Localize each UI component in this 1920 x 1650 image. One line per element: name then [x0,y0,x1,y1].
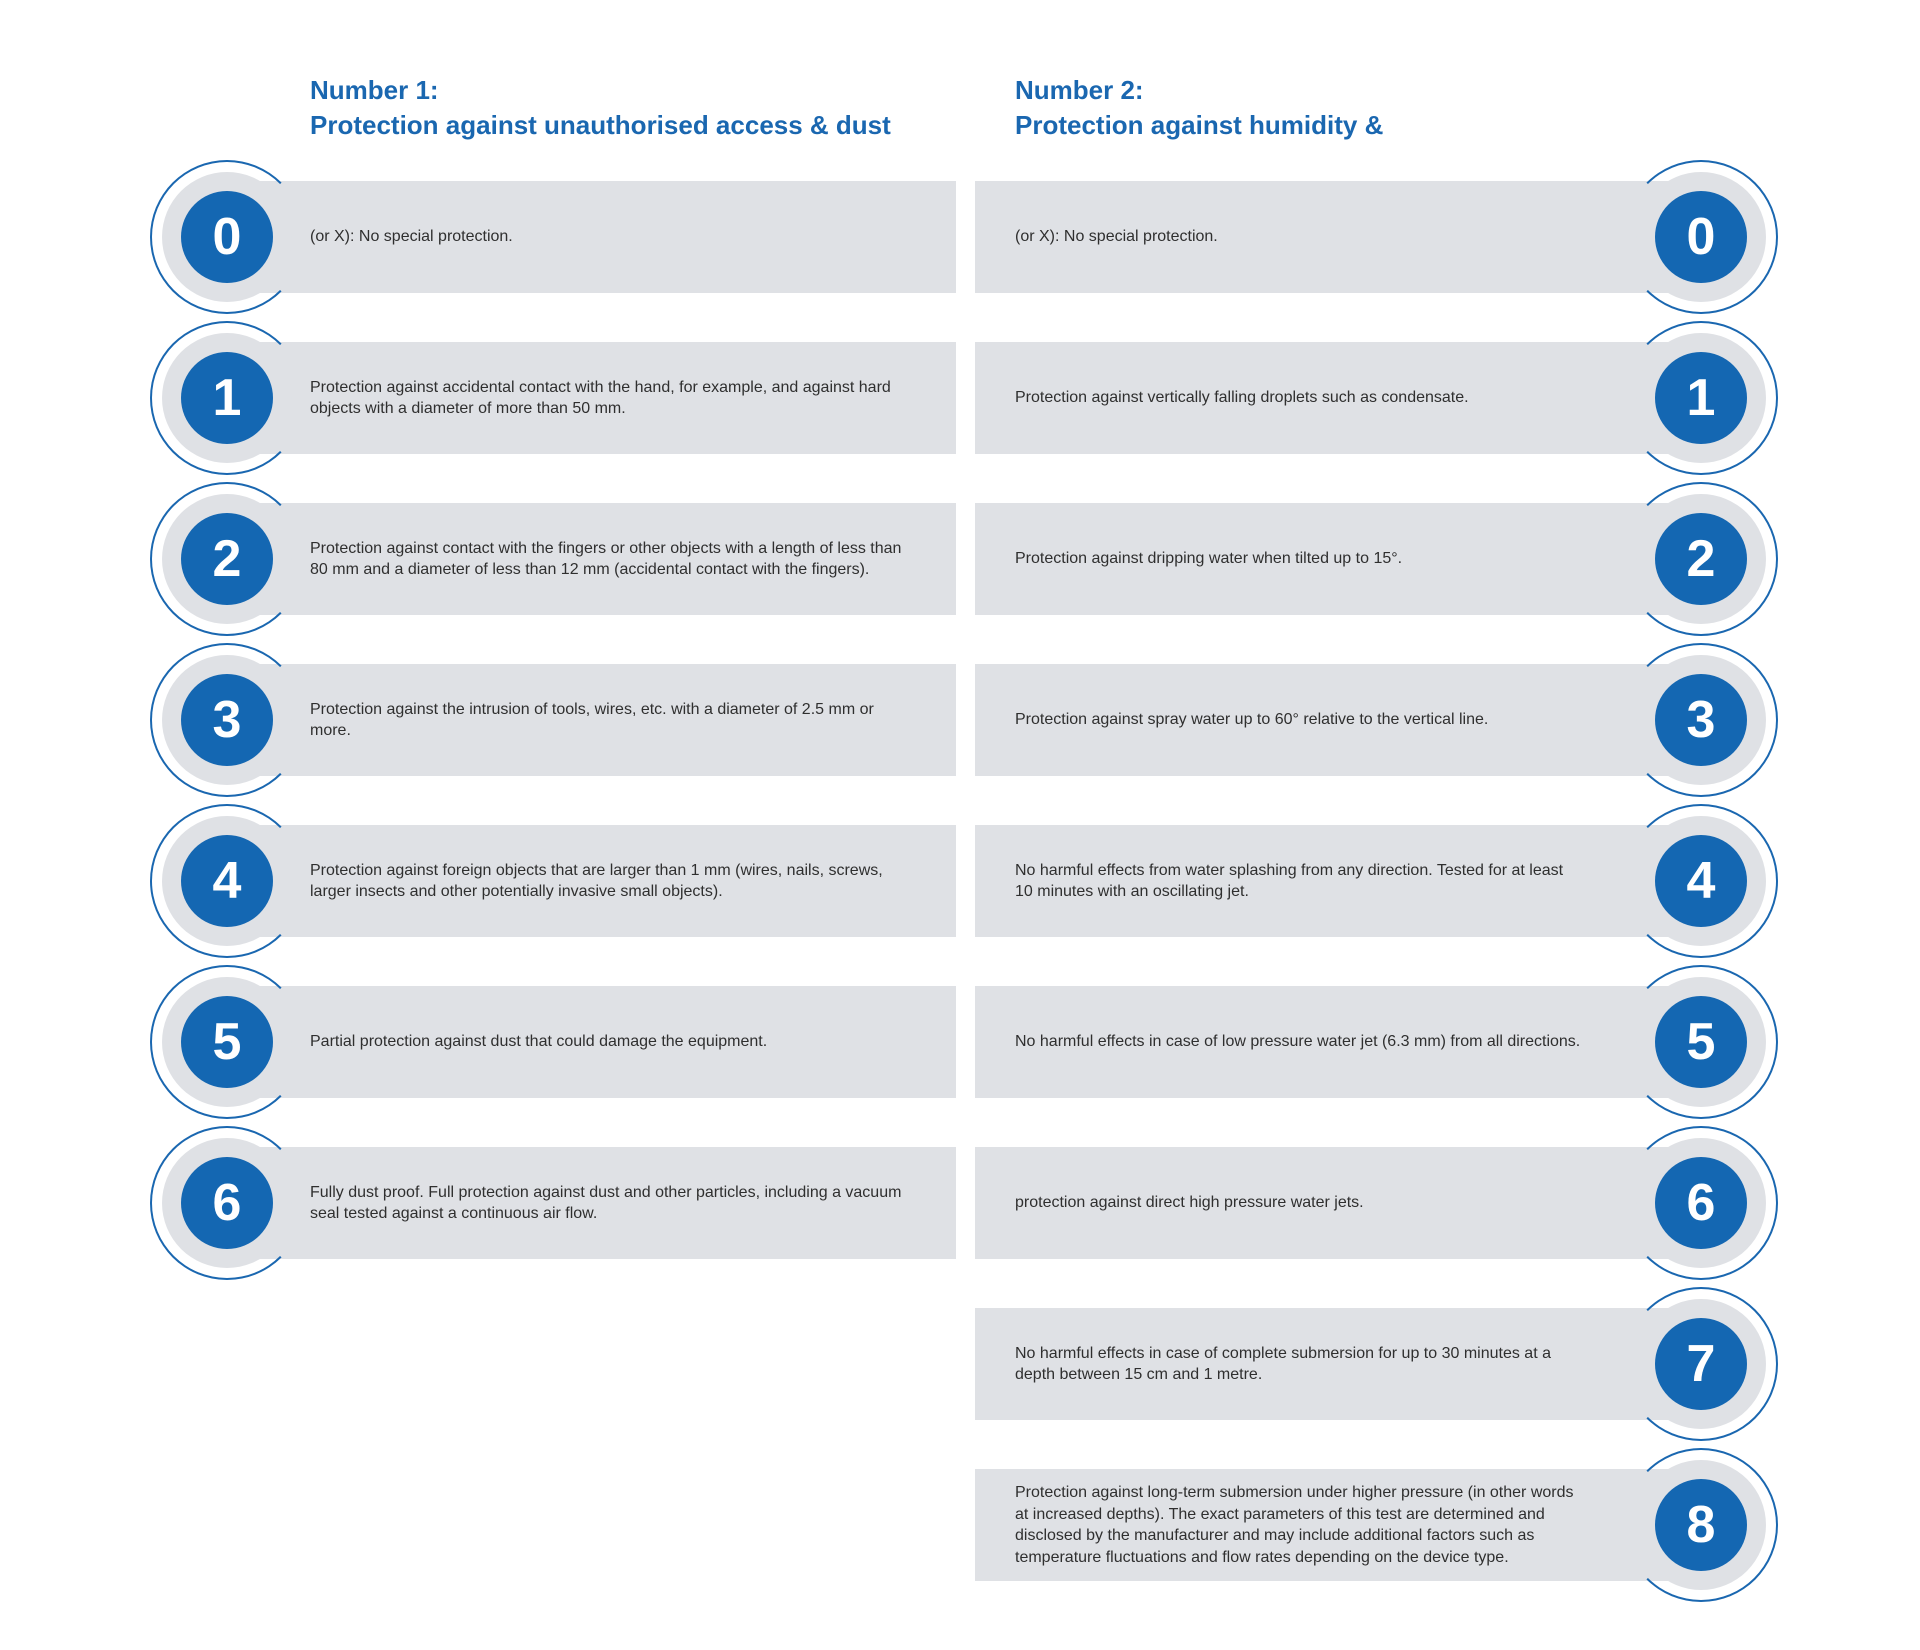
badge-number: 8 [1655,1479,1747,1571]
right-item-box [975,986,1700,1098]
badge-number: 2 [1655,513,1747,605]
badge-number: 4 [1655,835,1747,927]
right-item-box [975,825,1700,937]
right-item-text: protection against direct high pressure water jets. [1015,1194,1364,1212]
badge-number: 5 [181,996,273,1088]
number-badge [1624,1287,1778,1441]
badge-number: 1 [181,352,273,444]
right-item-text: Protection against vertically falling droplets such as condensate. [1015,389,1469,407]
left-item-text: Protection against contact with the fingers or other objects with a length of less than 80 mm and a diameter of less than 12 mm (accidental contact with the fingers). [310,539,902,578]
right-item-text: Protection against spray water up to 60° relative to the vertical line. [1015,711,1489,729]
left-heading-line2: Protection against unauthorised access & dust [310,110,891,140]
badge-number: 0 [1655,191,1747,283]
number-badge [1624,160,1778,314]
left-item-text: (or X): No special protection. [310,228,513,246]
left-item-text: Partial protection against dust that could damage the equipment. [310,1033,768,1051]
right-item-box [975,1308,1700,1420]
left-heading-line1: Number 1: [310,75,439,105]
right-item-box [975,503,1700,615]
number-badge [1624,804,1778,958]
left-item-text: Protection against the intrusion of tools, wires, etc. with a diameter of 2.5 mm or more. [310,700,874,739]
right-item-text: Protection against long-term submersion under higher pressure (in other words at increased depths). The exact parameters of this test are determined and disclosed by the manufacturer and may include additional factors such as temperature fluctuations and flow rates depending on the device type. [1015,1484,1574,1566]
left-item-text: Fully dust proof. Full protection against dust and other particles, including a vacuum seal tested against a continuous air flow. [310,1183,902,1222]
right-item-box [975,664,1700,776]
right-item-text: Protection against dripping water when tilted up to 15°. [1015,550,1403,568]
number-badge [1624,482,1778,636]
right-heading-line2: Protection against humidity & [1015,110,1384,140]
left-item-text: Protection against foreign objects that are larger than 1 mm (wires, nails, screws, larger insects and other potentially invasive small objects). [310,861,883,900]
right-item-text: (or X): No special protection. [1015,228,1218,246]
number-badge [1624,643,1778,797]
number-badge [1624,1448,1778,1602]
right-heading-line1: Number 2: [1015,75,1144,105]
right-item-text: No harmful effects from water splashing from any direction. Tested for at least 10 minutes with an oscillating jet. [1015,861,1564,900]
right-item-text: No harmful effects in case of low pressure water jet (6.3 mm) from all directions. [1015,1033,1581,1051]
number-badge [1624,321,1778,475]
badge-number: 5 [1655,996,1747,1088]
right-item-box [975,342,1700,454]
badge-number: 3 [1655,674,1747,766]
badge-number: 6 [181,1157,273,1249]
badge-number: 3 [181,674,273,766]
right-item-box [975,1469,1700,1581]
badge-number: 1 [1655,352,1747,444]
badge-number: 4 [181,835,273,927]
badge-number: 7 [1655,1318,1747,1410]
right-item-box [975,181,1700,293]
badge-number: 0 [181,191,273,283]
badge-number: 6 [1655,1157,1747,1249]
number-badge [1624,965,1778,1119]
right-item-box [975,1147,1700,1259]
left-item-text: Protection against accidental contact with the hand, for example, and against hard objects with a diameter of more than 50 mm. [310,378,891,417]
number-badge [1624,1126,1778,1280]
badge-number: 2 [181,513,273,605]
right-item-text: No harmful effects in case of complete submersion for up to 30 minutes at a depth between 15 cm and 1 metre. [1015,1344,1551,1383]
